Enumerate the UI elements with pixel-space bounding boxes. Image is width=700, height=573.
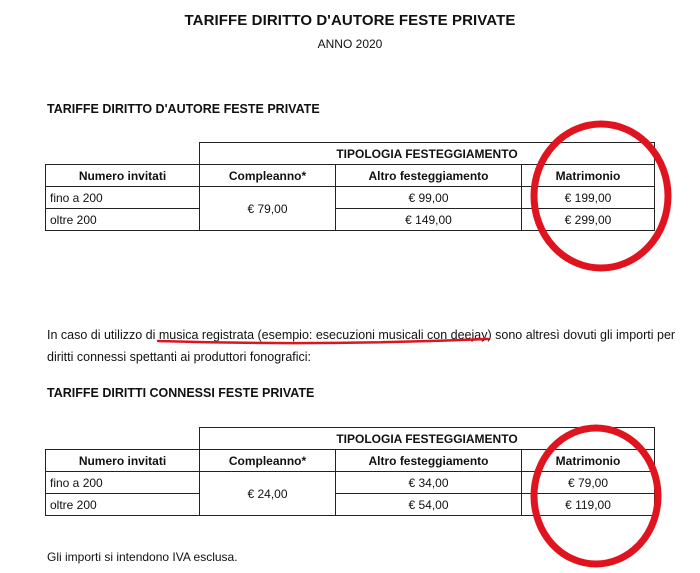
column-header-matrimonio: Matrimonio (522, 165, 655, 187)
paragraph-text-after: sono altresì dovuti gli importi per diritti connessi spettanti ai produttori fonografici: (47, 328, 676, 364)
row-label: fino a 200 (46, 472, 200, 494)
paragraph-highlight: musica registrata (esempio: esecuzioni musicali con deejay) (158, 328, 492, 342)
tariff-table-diritti-connessi (45, 427, 655, 516)
info-paragraph (47, 324, 677, 368)
section-title-diritti-connessi: TARIFFE DIRITTI CONNESSI FESTE PRIVATE (47, 386, 315, 400)
altro-price: € 149,00 (336, 209, 522, 231)
column-header-compleanno: Compleanno* (200, 450, 336, 472)
group-header: TIPOLOGIA FESTEGGIAMENTO (200, 143, 655, 165)
column-header-invitati: Numero invitati (46, 450, 200, 472)
matrimonio-price: € 199,00 (522, 187, 655, 209)
column-header-matrimonio: Matrimonio (522, 450, 655, 472)
tariff-table-diritto-autore (45, 142, 655, 231)
document-subtitle: ANNO 2020 (317, 37, 383, 51)
group-header: TIPOLOGIA FESTEGGIAMENTO (200, 428, 655, 450)
section-title-diritto-autore: TARIFFE DIRITTO D'AUTORE FESTE PRIVATE (47, 102, 320, 116)
column-header-altro: Altro festeggiamento (336, 165, 522, 187)
compleanno-price: € 24,00 (200, 472, 336, 516)
altro-price: € 54,00 (336, 494, 522, 516)
matrimonio-price: € 119,00 (522, 494, 655, 516)
column-header-altro: Altro festeggiamento (336, 450, 522, 472)
row-label: fino a 200 (46, 187, 200, 209)
matrimonio-price: € 299,00 (522, 209, 655, 231)
row-label: oltre 200 (46, 494, 200, 516)
table-row (46, 494, 655, 516)
table-row (46, 187, 655, 209)
column-header-compleanno: Compleanno* (200, 165, 336, 187)
table-row (46, 209, 655, 231)
compleanno-price: € 79,00 (200, 187, 336, 231)
matrimonio-price: € 79,00 (522, 472, 655, 494)
altro-price: € 99,00 (336, 187, 522, 209)
row-label: oltre 200 (46, 209, 200, 231)
empty-cell (46, 428, 200, 450)
table-row (46, 472, 655, 494)
altro-price: € 34,00 (336, 472, 522, 494)
document-title: TARIFFE DIRITTO D'AUTORE FESTE PRIVATE (184, 12, 516, 29)
empty-cell (46, 143, 200, 165)
paragraph-text-before: In caso di utilizzo di (47, 328, 159, 342)
column-header-invitati: Numero invitati (46, 165, 200, 187)
vat-note: Gli importi si intendono IVA esclusa. (47, 550, 238, 564)
